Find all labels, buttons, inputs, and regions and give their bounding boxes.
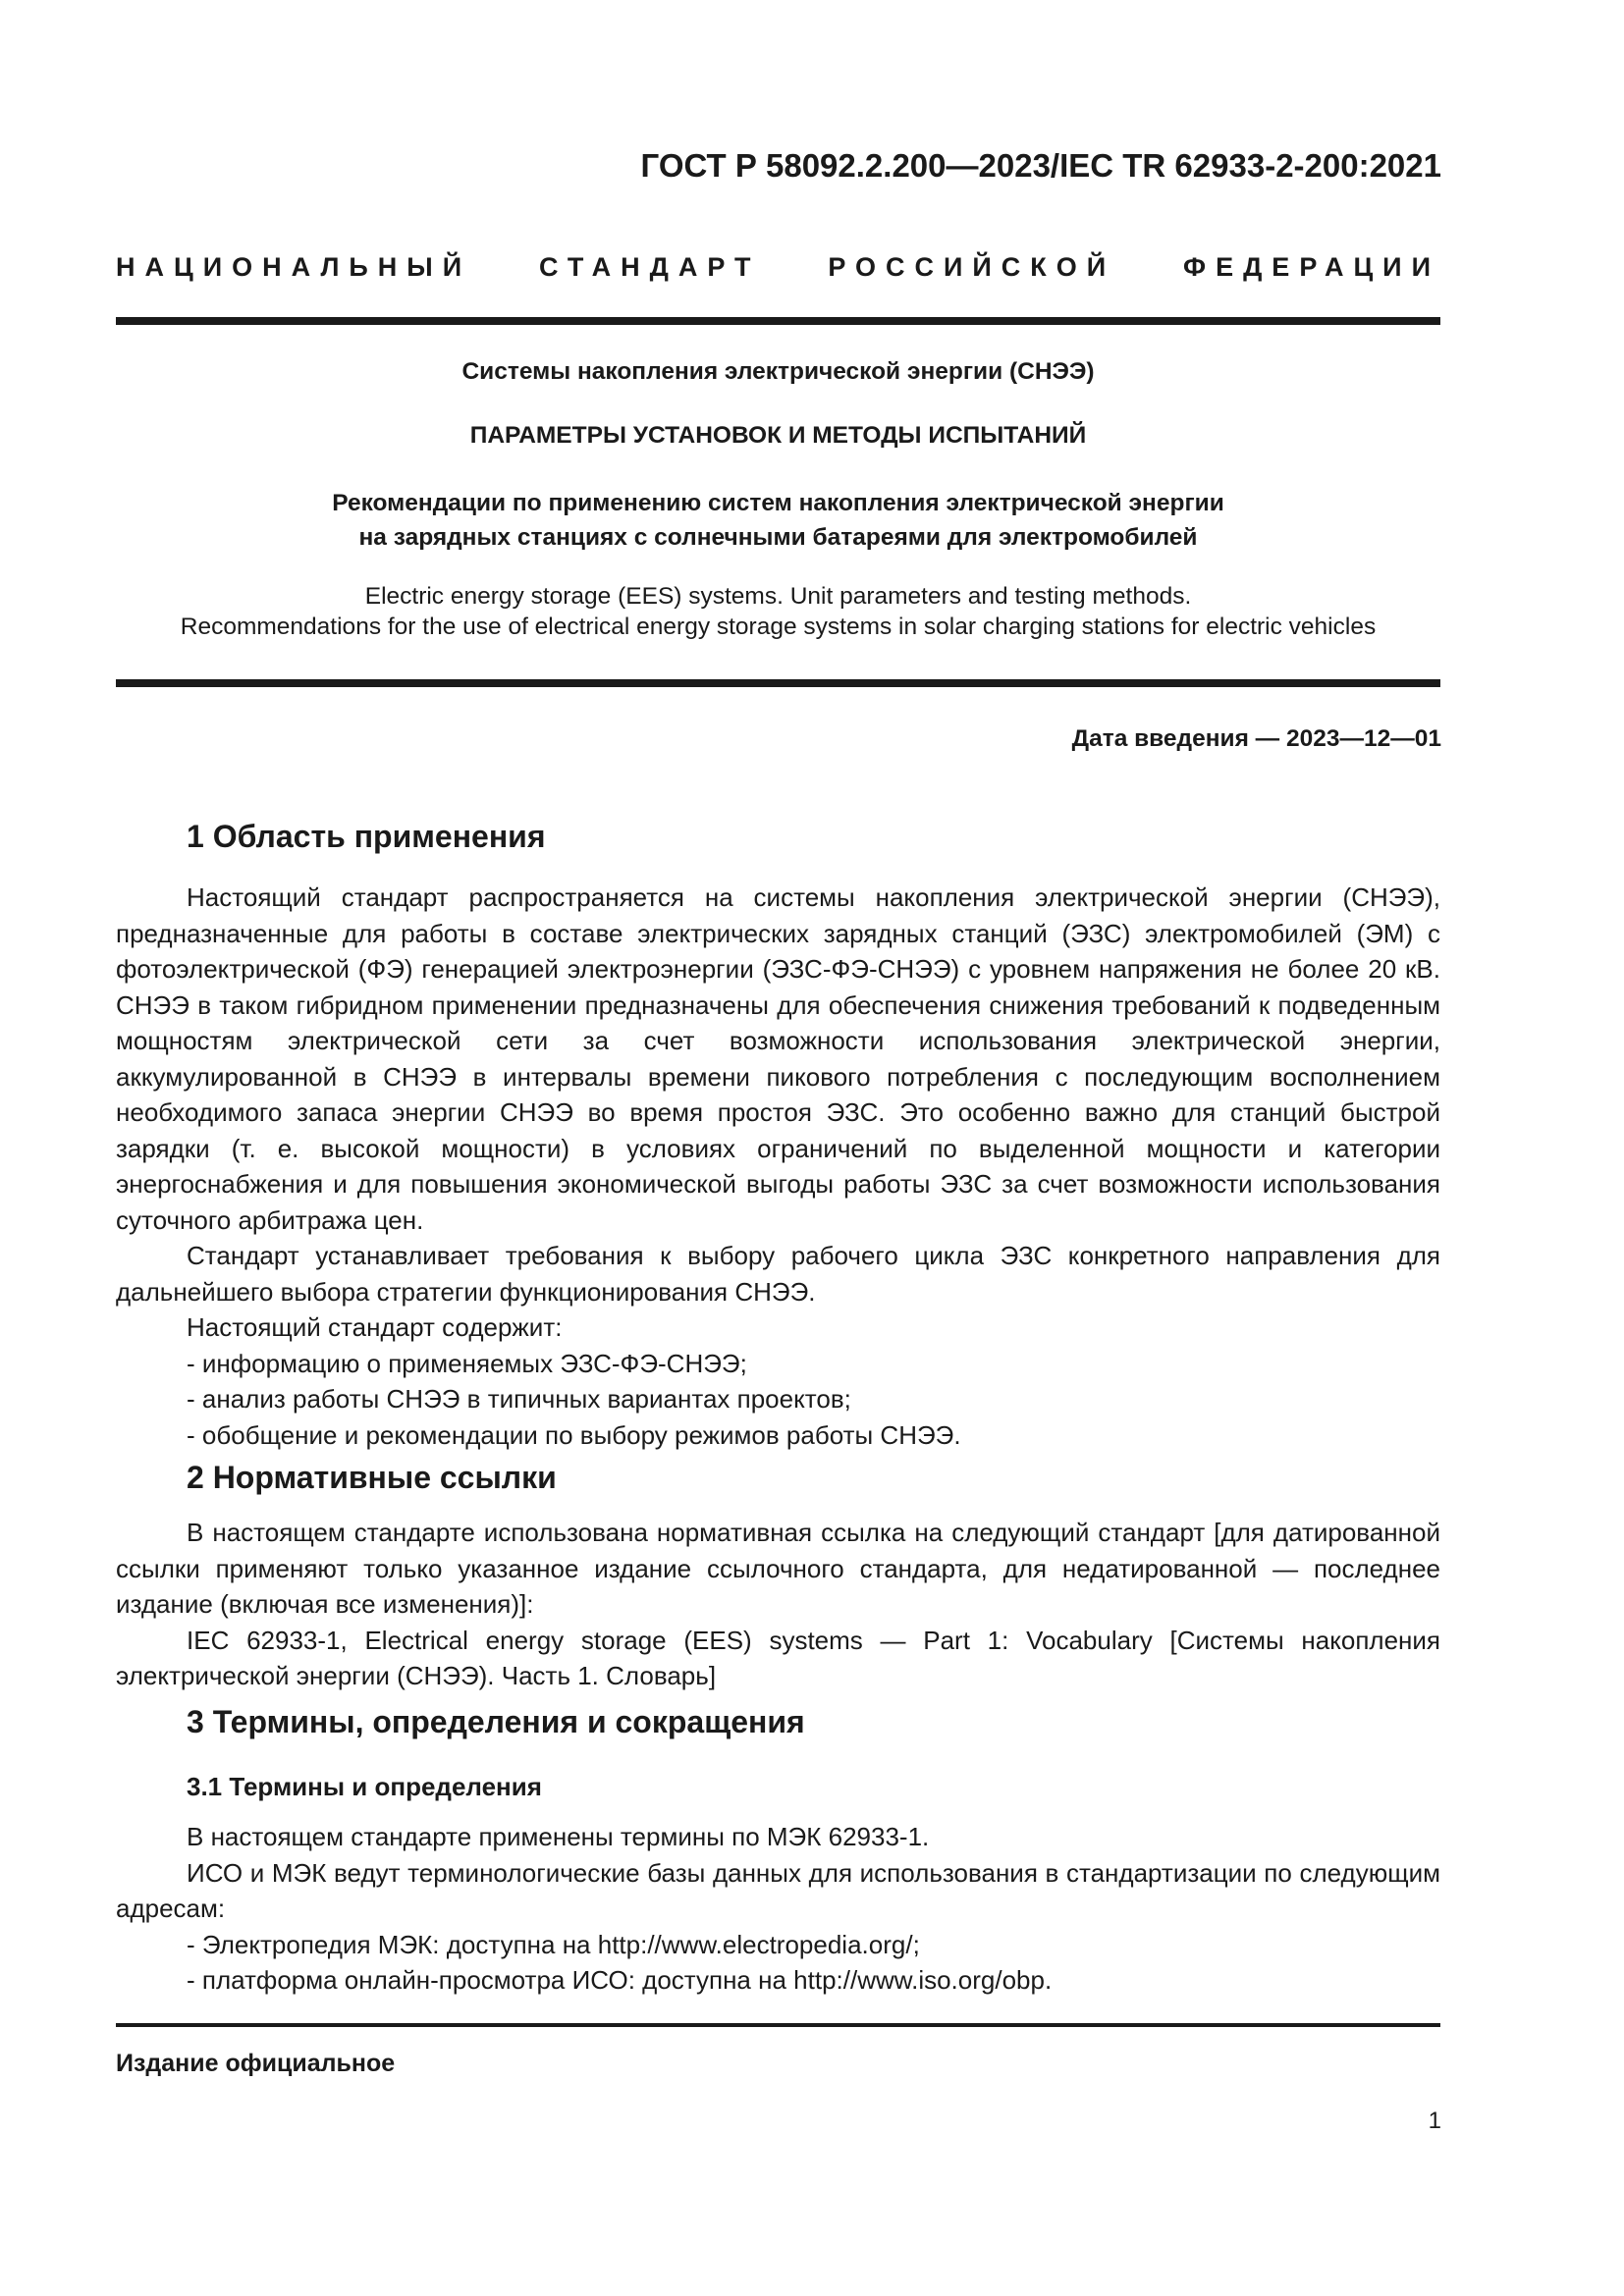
title-english-line2: Recommendations for the use of electrical energy storage systems in solar charging stations for electric vehicles xyxy=(180,614,1377,640)
footer-divider xyxy=(116,2023,1440,2027)
list-item: - информацию о применяемых ЭЗС-ФЭ-СНЭЭ; xyxy=(187,1348,747,1378)
list-item: - анализ работы СНЭЭ в типичных вариантах проектов; xyxy=(187,1384,851,1414)
title-recommendations-line2: на зарядных станциях с солнечными батареями для электромобилей xyxy=(358,524,1198,551)
section3-heading: 3 Термины, определения и сокращения xyxy=(187,1704,805,1739)
section1-paragraph: Настоящий стандарт содержит: xyxy=(187,1312,563,1342)
top-divider xyxy=(116,317,1440,325)
title-recommendations xyxy=(116,486,1440,555)
section1-heading: 1 Область применения xyxy=(187,819,546,854)
edition-label: Издание официальное xyxy=(116,2050,396,2077)
national-standard-banner: НАЦИОНАЛЬНЫЙ СТАНДАРТ РОССИЙСКОЙ ФЕДЕРАЦИИ xyxy=(116,252,1440,282)
list-item: - обобщение и рекомендации по выбору режимов работы СНЭЭ. xyxy=(187,1419,961,1450)
intro-date: Дата введения — 2023—12—01 xyxy=(1071,725,1441,752)
standard-number: ГОСТ Р 58092.2.200—2023/IEC TR 62933-2-200:2021 xyxy=(640,147,1441,184)
title-params: ПАРАМЕТРЫ УСТАНОВОК И МЕТОДЫ ИСПЫТАНИЙ xyxy=(469,422,1087,449)
title-recommendations-line1: Рекомендации по применению систем накопления электрической энергии xyxy=(332,490,1224,516)
section1-paragraph: Настоящий стандарт распространяется на системы накопления электрической энергии (СНЭЭ), предназначенные для работы в составе электрических зарядных станций (ЭЗС) электромобилей (ЭМ) с фотоэлектрической (ФЭ) генерацией электроэнергии (ЭЗС-ФЭ-СНЭЭ) с уровнем напряжения не более 20 кВ. СНЭЭ в таком гибридном применении предназначены для обеспечения снижения требований к подведенным мощностям электрической сети за счет возможности использования электрической энергии, аккумулированной в СНЭЭ в интервалы времени пикового потребления с последующим восполнением необходимого запаса энергии СНЭЭ во время простоя ЭЗС. Это особенно важно для станций быстрой зарядки (т. е. высокой мощности) в условиях ограничений по выделенной мощности и категории энергоснабжения и для повышения экономической выгоды работы ЭЗС за счет возможности использования суточного арбитража цен. xyxy=(116,882,1440,1235)
section3-subheading: 3.1 Термины и определения xyxy=(187,1772,542,1801)
list-item: - платформа онлайн-просмотра ИСО: доступна на http://www.iso.org/obp. xyxy=(187,1965,1053,1995)
section2-paragraph: В настоящем стандарте использована нормативная ссылка на следующий стандарт [для датированной ссылки применяют только указанное издание ссылочного стандарта, для недатированной — последнее издание (включая все изменения)]: xyxy=(116,1518,1440,1619)
section3-paragraph: В настоящем стандарте применены термины по МЭК 62933-1. xyxy=(187,1822,930,1851)
section1-body xyxy=(116,880,1440,1453)
section2-paragraph: IEC 62933-1, Electrical energy storage (EES) systems — Part 1: Vocabulary [Системы накопления электрической энергии (СНЭЭ). Часть 1. Словарь] xyxy=(116,1625,1440,1690)
title-divider xyxy=(116,679,1440,687)
title-english xyxy=(116,581,1440,642)
section3-body xyxy=(116,1819,1440,1999)
section2-body xyxy=(116,1515,1440,1694)
section1-paragraph: Стандарт устанавливает требования к выбору рабочего цикла ЭЗС конкретного направления для дальнейшего выбора стратегии функционирования СНЭЭ. xyxy=(116,1241,1440,1307)
section3-paragraph: ИСО и МЭК ведут терминологические базы данных для использования в стандартизации по следующим адресам: xyxy=(116,1857,1440,1923)
page-number: 1 xyxy=(1428,2108,1441,2134)
list-item: - Электропедия МЭК: доступна на http://www.electropedia.org/; xyxy=(187,1929,920,1959)
title-systems: Системы накопления электрической энергии (СНЭЭ) xyxy=(461,358,1095,385)
title-english-line1: Electric energy storage (EES) systems. Unit parameters and testing methods. xyxy=(364,583,1192,610)
section2-heading: 2 Нормативные ссылки xyxy=(187,1460,557,1495)
